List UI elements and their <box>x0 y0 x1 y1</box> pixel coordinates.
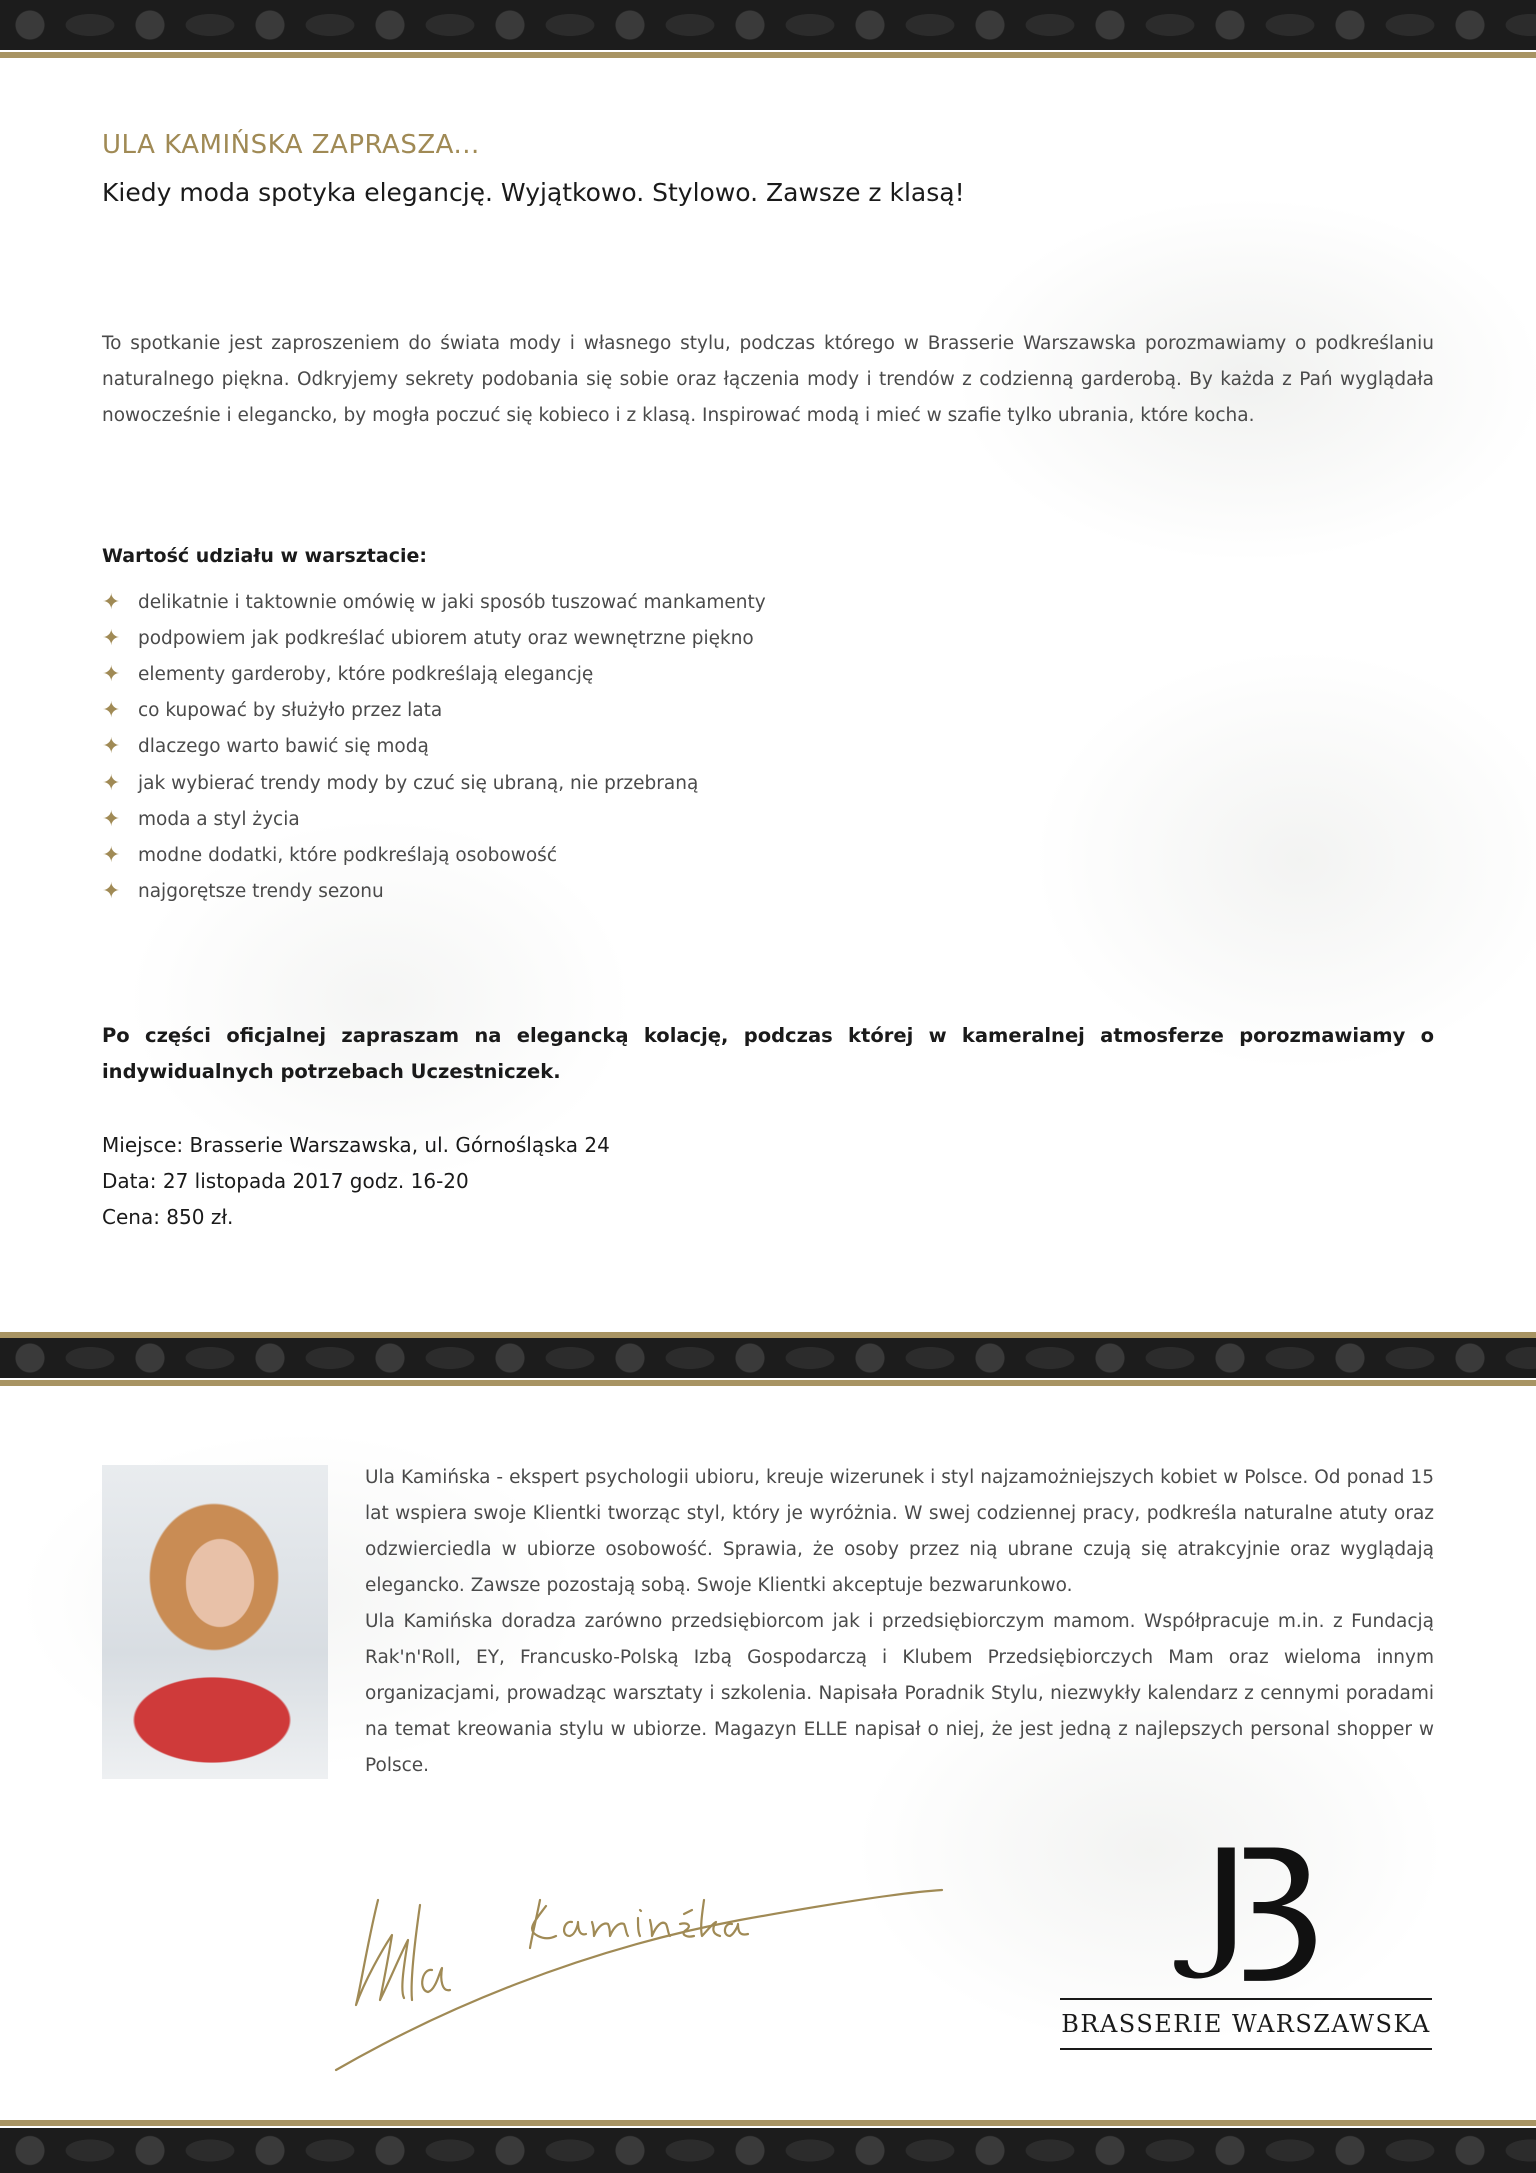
four-point-star-icon: ✦ <box>102 734 121 760</box>
list-item-text: moda a styl życia <box>138 808 300 830</box>
portrait-photo <box>102 1465 328 1779</box>
event-price: Cena: 850 zł. <box>102 1205 234 1229</box>
benefits-list <box>102 584 1002 910</box>
list-item <box>102 693 1002 729</box>
list-item-text: najgorętsze trendy sezonu <box>138 881 384 903</box>
intro-paragraph: To spotkanie jest zaproszeniem do świata mody i własnego stylu, podczas którego w Brasserie Warszawska porozmawiamy o podkreślaniu naturalnego piękna. Odkryjemy sekrety podobania się sobie oraz łączenia mody i trendów z codzienną garderobą. By każda z Pań wyglądała nowocześnie i elegancko, by mogła poczuć się kobieco i z klasą. Inspirować modą i mieć w szafie tylko ubrania, które kocha. <box>102 333 1434 426</box>
logo-text: BRASSERIE WARSZAWSKA <box>1061 2010 1431 2039</box>
four-point-star-icon: ✦ <box>102 879 121 905</box>
list-item <box>102 584 1002 620</box>
logo-rule-bottom <box>1060 2048 1432 2050</box>
list-item <box>102 729 1002 765</box>
list-item-text: elementy garderoby, które podkreślają elegancję <box>138 663 594 685</box>
four-point-star-icon: ✦ <box>102 661 121 687</box>
list-item-text: dlaczego warto bawić się modą <box>138 736 429 758</box>
page-subtitle: Kiedy moda spotyka elegancję. Wyjątkowo. Stylowo. Zawsze z klasą! <box>102 178 965 207</box>
list-item-text: delikatnie i taktownie omówię w jaki sposób tuszować mankamenty <box>138 591 766 613</box>
bio-paragraph: Ula Kamińska doradza zarówno przedsiębiorcom jak i przedsiębiorczym mamom. Współpracuje m.in. z Fundacją Rak'n'Roll, EY, Francusko-Polską Izbą Gospodarczą i Klubem Przedsiębiorczych Mam oraz wieloma innym organizacjami, prowadząc warsztaty i szkolenia. Napisała Poradnik Stylu, niezwykły kalendarz z cennymi poradami na temat kreowania stylu w ubiorze. Magazyn ELLE napisał o niej, że jest jedną z najlepszych personal shopper w Polsce. <box>365 1611 1434 1776</box>
brasserie-logo <box>1060 1840 1432 2050</box>
list-item <box>102 801 1002 837</box>
dinner-invitation: Po części oficjalnej zapraszam na elegancką kolację, podczas której w kameralnej atmosferze porozmawiamy o indywidualnych potrzebach Uczestniczek. <box>102 1024 1434 1083</box>
event-details <box>102 1127 610 1235</box>
author-bio <box>365 1460 1434 1784</box>
event-date: Data: 27 listopada 2017 godz. 16-20 <box>102 1169 469 1193</box>
logo-rule-top <box>1060 1998 1432 2000</box>
handwritten-signature <box>320 1840 960 2080</box>
list-item <box>102 765 1002 801</box>
list-item <box>102 656 1002 692</box>
four-point-star-icon: ✦ <box>102 698 121 724</box>
page-title: ULA KAMIŃSKA ZAPRASZA... <box>102 130 480 160</box>
event-place: Miejsce: Brasserie Warszawska, ul. Górnośląska 24 <box>102 1133 610 1157</box>
benefits-title: Wartość udziału w warsztacie: <box>102 545 427 567</box>
list-item-text: podpowiem jak podkreślać ubiorem atuty oraz wewnętrzne piękno <box>138 627 754 649</box>
bio-paragraph: Ula Kamińska - ekspert psychologii ubioru, kreuje wizerunek i styl najzamożniejszych kobiet w Polsce. Od ponad 15 lat wspiera swoje Klientki tworząc styl, który je wyróżnia. W swej codziennej pracy, podkreśla naturalne atuty oraz odzwierciedla w ubiorze osobowość. Sprawia, że osoby przez nią ubrane czują się atrakcyjnie oraz wyglądają elegancko. Zawsze pozostają sobą. Swoje Klientki akceptuje bezwarunkowo. <box>365 1467 1434 1596</box>
four-point-star-icon: ✦ <box>102 842 121 868</box>
list-item <box>102 837 1002 873</box>
list-item <box>102 620 1002 656</box>
list-item-text: co kupować by służyło przez lata <box>138 700 443 722</box>
jb-monogram-icon <box>1166 1840 1326 1990</box>
four-point-star-icon: ✦ <box>102 589 121 615</box>
list-item-text: modne dodatki, które podkreślają osobowość <box>138 844 557 866</box>
four-point-star-icon: ✦ <box>102 806 121 832</box>
four-point-star-icon: ✦ <box>102 770 121 796</box>
list-item-text: jak wybierać trendy mody by czuć się ubraną, nie przebraną <box>138 772 699 794</box>
list-item <box>102 874 1002 910</box>
four-point-star-icon: ✦ <box>102 625 121 651</box>
